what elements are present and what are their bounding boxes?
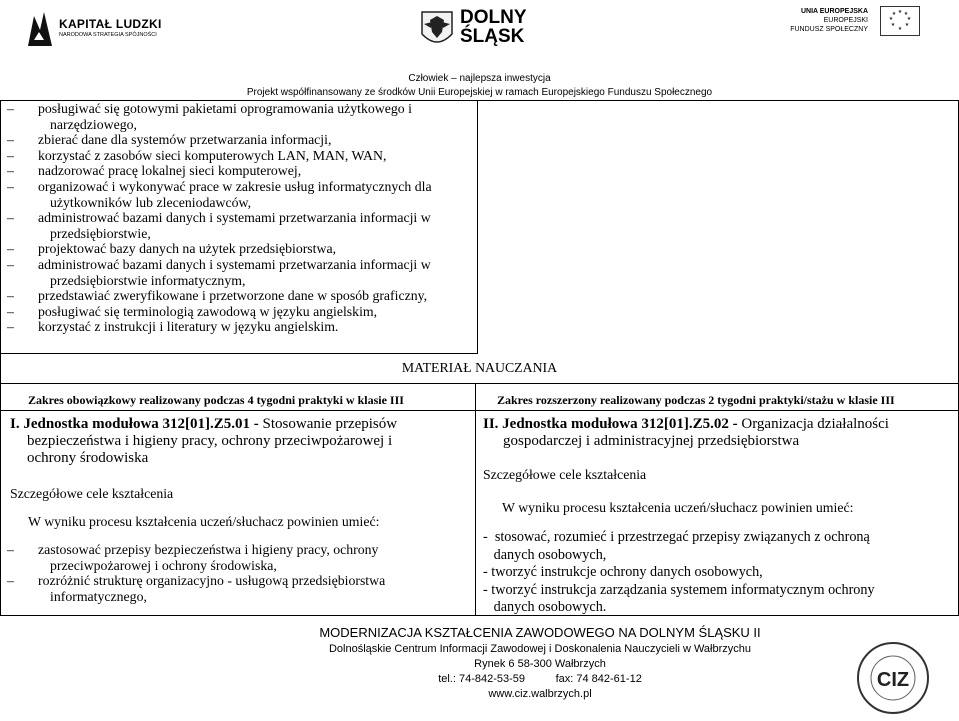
skills-list-item: – przedstawiać zweryfikowane i przetworzone dane w sposób graficzny, [4,288,474,304]
kapital-ludzki-emblem-icon [26,10,56,48]
skills-list-item: – projektować bazy danych na użytek przedsiębiorstwa, [4,241,474,257]
kapital-ludzki-logo [26,10,186,50]
column-heading-bottom [0,410,959,411]
eu-line-2: EUROPEJSKI [823,17,868,24]
skills-list-item: narzędziowego, [50,116,137,132]
svg-text:★: ★ [891,11,897,17]
ciz-seal-icon [855,640,931,716]
svg-text:★: ★ [903,11,909,17]
section-title-bottom [0,383,959,384]
right-module-block [483,416,953,450]
left-goals-intro: W wyniku procesu kształcenia uczeń/słuchacz powinien umieć: [28,514,380,529]
right-goals-list-item: danych osobowych, [483,546,607,563]
skills-list-item: – posługiwać się gotowymi pakietami oprogramowania użytkowego i [4,101,474,117]
left-goals-title: Szczegółowe cele kształcenia [10,486,174,501]
svg-text:★: ★ [897,26,903,32]
ciz-logo [855,640,931,716]
table-left-border [0,100,1,616]
footer-phone-fax: tel.: 74-842-53-59 fax: 74 842-61-12 [438,673,642,685]
project-cofinancing-line: Projekt współfinansowany ze środków Unii Europejskiej w ramach Europejskiego Funduszu Społecznego [246,87,713,98]
right-module-title [483,416,953,433]
kapital-ludzki-title: KAPITAŁ LUDZKI [59,17,162,31]
eu-logo [790,6,920,46]
ciz-logo-text: CIZ [876,669,910,691]
skills-list-item: – administrować bazami danych i systemami przetwarzania informacji w [4,257,474,273]
skills-list-item: – organizować i wykonywać prace w zakresie usług informatycznych dla [4,179,474,195]
right-goals-title: Szczegółowe cele kształcenia [483,467,647,482]
skills-list-item: – korzystać z instrukcji i literatury w języku angielskim. [4,319,474,335]
section-title: MATERIAŁ NAUCZANIA [401,360,558,375]
eu-line-1: UNIA EUROPEJSKA [800,8,868,15]
right-module-code: II. Jednostka modułowa 312[01].Z5.02 - [483,416,738,432]
left-goals-list-item: informatycznego, [50,588,147,604]
left-module-name: Stosowanie przepisów [258,416,398,432]
right-goals-list-item: danych osobowych. [483,599,607,615]
left-module-title-line2: bezpieczeństwa i higieny pracy, ochrony przeciwpożarowej i [27,433,393,449]
left-goals-list-item: przeciwpożarowej i ochrony środowiska, [50,557,277,573]
skills-list-item: przedsiębiorstwie, [50,225,151,241]
eu-flag-icon [880,6,920,36]
skills-list-item: przedsiębiorstwie informatycznym, [50,272,246,288]
skills-list-item: – posługiwać się terminologią zawodową w języku angielskim, [4,304,474,320]
skills-list-item: użytkowników lub zleceniodawców, [50,194,252,210]
right-column-heading: Zakres rozszerzony realizowany podczas 2 tygodni praktyki/stażu w klasie III [497,393,895,407]
right-module-name: Organizacja działalności [737,416,889,432]
right-goals-list-item: - tworzyć instrukcje ochrony danych osobowych, [483,564,763,580]
svg-text:★: ★ [897,9,903,15]
svg-text:★: ★ [904,22,910,28]
bottom-column-divider [475,383,476,616]
footer-institution: Dolnośląskie Centrum Informacji Zawodowej i Doskonalenia Nauczycieli w Wałbrzychu [328,643,752,655]
dolny-text: DOLNY [460,7,527,28]
left-goals-list-item: – rozróżnić strukturę organizacyjno - usługową przedsiębiorstwa [4,573,470,589]
dolny-slask-text [460,8,527,46]
left-goals-list [4,542,470,604]
left-module-code: I. Jednostka modułowa 312[01].Z5.01 - [10,416,259,432]
skills-list-item: – nadzorować pracę lokalnej sieci komputerowej, [4,163,474,179]
svg-text:★: ★ [906,16,912,22]
svg-text:★: ★ [888,16,894,22]
footer-website: www.ciz.walbrzych.pl [488,688,592,700]
slask-text: ŚLĄSK [460,26,525,47]
right-goals-list [483,529,953,617]
eu-line-3: FUNDUSZ SPOŁECZNY [790,26,868,33]
dolny-slask-logo [420,8,540,54]
footer-program-title: MODERNIZACJA KSZTAŁCENIA ZAWODOWEGO NA DOLNYM ŚLĄSKU II [319,625,761,640]
left-goals-list-item: – zastosować przepisy bezpieczeństwa i higieny pracy, ochrony [4,542,470,558]
skills-list-item: – korzystać z zasobów sieci komputerowych LAN, MAN, WAN, [4,148,474,164]
project-motto: Człowiek – najlepsza inwestycja [408,73,551,84]
svg-text:★: ★ [890,22,896,28]
skills-list-item: – zbierać dane dla systemów przetwarzania informacji, [4,132,474,148]
top-left-cell-bottom [0,353,478,354]
footer-address: Rynek 6 58-300 Wałbrzych [474,658,606,670]
left-module-title-line3: ochrony środowiska [27,450,149,466]
left-column-heading: Zakres obowiązkowy realizowany podczas 4 tygodni praktyki w klasie III [28,393,404,407]
kapital-ludzki-subtitle: NARODOWA STRATEGIA SPÓJNOŚCI [59,32,157,38]
right-goals-list-item: - stosować, rozumieć i przestrzegać przepisy związanych z ochroną [483,529,870,545]
top-column-divider [477,100,478,354]
right-goals-list-item: - tworzyć instrukcja zarządzania systemem informatycznym ochrony [483,581,875,598]
left-module-block [10,416,470,467]
skills-list [4,101,474,335]
skills-list-item: – administrować bazami danych i systemami przetwarzania informacji w [4,210,474,226]
left-module-title [10,416,470,433]
right-goals-intro: W wyniku procesu kształcenia uczeń/słuchacz powinien umieć: [502,500,854,515]
right-module-title-line2: gospodarczej i administracyjnej przedsiębiorstwa [503,433,800,449]
eagle-coat-of-arms-icon [420,10,454,50]
